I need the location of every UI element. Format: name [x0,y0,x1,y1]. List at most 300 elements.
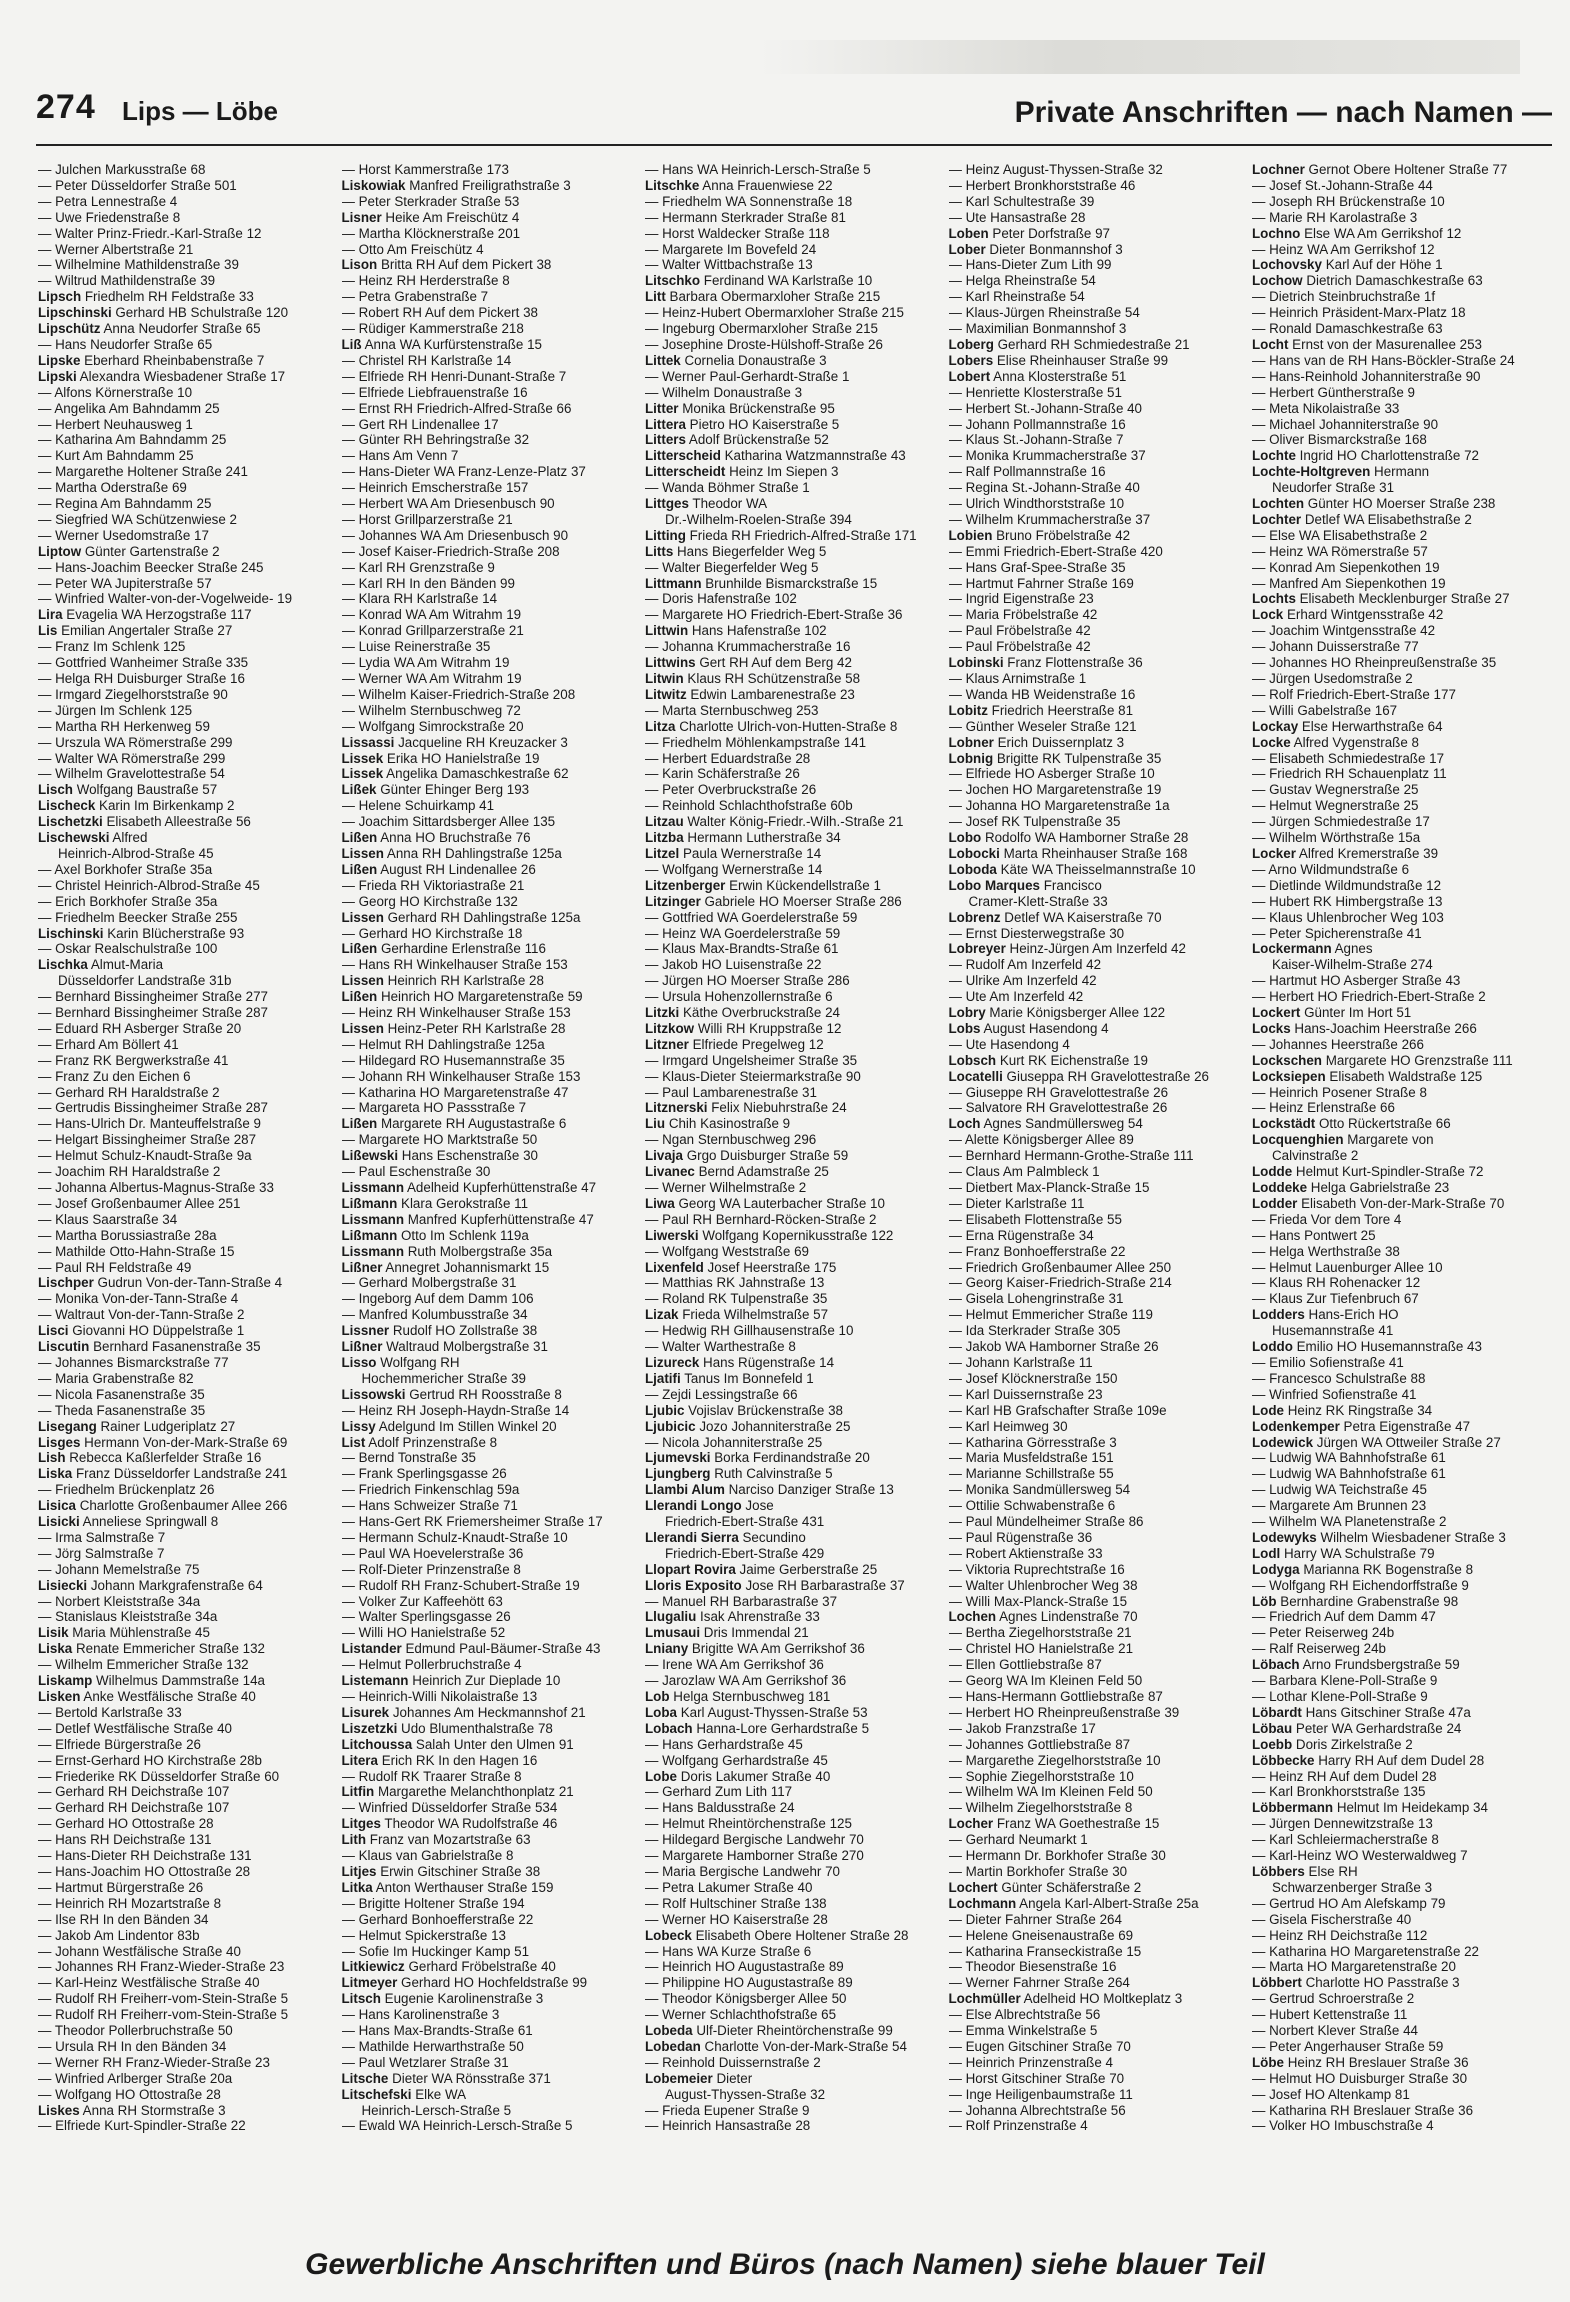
directory-entry [949,1991,1239,2007]
entry-text: Udo Blumenthalstraße 78 [397,1720,553,1736]
directory-entry [38,544,328,560]
entry-surname: Lissner [341,1323,390,1339]
directory-entry [949,1848,1239,1864]
entry-text: — Walter Sperlingsgasse 26 [341,1609,511,1625]
entry-text: — Heinz RH Joseph-Haydn-Straße 14 [341,1402,570,1418]
directory-entry [949,162,1239,178]
directory-entry [38,1100,328,1116]
directory-entry [949,1244,1239,1260]
entry-text: Kurt RK Eichenstraße 19 [996,1052,1148,1068]
directory-entry [645,1816,935,1832]
entry-text: Jacqueline RH Kreuzacker 3 [394,734,568,750]
entry-text: — Joachim RH Haraldstraße 2 [38,1164,221,1180]
directory-entry [342,1959,632,1975]
directory-entry [949,1403,1239,1419]
entry-text: — Klaus Saarstraße 34 [38,1211,178,1227]
directory-entry [38,926,328,942]
entry-text: Ruth Calvinstraße 5 [710,1466,833,1482]
entry-text: — Gertrudis Bissingheimer Straße 287 [38,1100,268,1116]
directory-entry [949,1132,1239,1148]
entry-text: — Heinz WA Goerdelerstraße 59 [645,925,841,941]
entry-surname: Lniany [645,1641,689,1657]
directory-entry [949,1784,1239,1800]
directory-entry [949,830,1239,846]
directory-entry [38,1132,328,1148]
directory-entry [645,1530,935,1546]
directory-entry [342,1514,632,1530]
directory-entry [1252,1148,1542,1164]
entry-text: — Margarete Im Bovefeld 24 [645,241,817,257]
directory-entry [949,432,1239,448]
directory-entry [645,1053,935,1069]
directory-entry [949,1291,1239,1307]
directory-entry [38,417,328,433]
entry-text: Marie Königsberger Allee 122 [985,1005,1166,1021]
directory-entry [38,1403,328,1419]
entry-text: — Ute Am Inzerfeld 42 [948,989,1084,1005]
entry-text: Anton Werthauser Straße 159 [372,1879,554,1895]
entry-text: — Claus Am Palmbleck 1 [948,1164,1100,1180]
directory-entry [342,1275,632,1291]
entry-surname: Lisurek [341,1704,390,1720]
entry-surname: Liptow [38,543,82,559]
entry-text: — Herbert HO Rheinpreußenstraße 39 [948,1704,1180,1720]
entry-text: Salah Unter den Ulmen 91 [412,1736,574,1752]
directory-entry [645,766,935,782]
entry-surname: Lira [38,607,63,623]
directory-entry [645,639,935,655]
entry-text: Günter Schäferstraße 2 [997,1879,1142,1895]
directory-entry [342,862,632,878]
entry-text: — Wilhelm Krummacherstraße 37 [948,511,1151,527]
directory-entry [342,735,632,751]
directory-entry [645,1355,935,1371]
entry-surname: Lobrenz [948,909,1001,925]
entry-surname: Litfin [341,1784,375,1800]
directory-entry [645,798,935,814]
directory-entry [342,576,632,592]
entry-surname: Löbbecke [1252,1752,1315,1768]
directory-entry [342,1085,632,1101]
directory-entry [949,1005,1239,1021]
directory-entry [645,1005,935,1021]
entry-text: — Gottfried Wanheimer Straße 335 [38,655,249,671]
directory-entry [342,1450,632,1466]
directory-entry [342,623,632,639]
directory-entry [645,1196,935,1212]
entry-surname: Lissmann [341,1243,405,1259]
directory-entry [38,591,328,607]
entry-surname: Löbbermann [1252,1800,1334,1816]
entry-surname: Litsch [341,1991,381,2007]
entry-text: — Margarethe Ziegelhorststraße 10 [948,1752,1161,1768]
entry-text: Käthe Overbruckstraße 24 [679,1005,840,1021]
entry-text: Adolf Brückenstraße 52 [685,432,829,448]
entry-text: Wolfgang Baustraße 57 [72,782,218,798]
directory-entry [342,162,632,178]
directory-entry [342,1705,632,1721]
entry-text: — Paul Eschenstraße 30 [341,1164,491,1180]
directory-entry [949,1769,1239,1785]
directory-entry [949,1498,1239,1514]
entry-text: — Irmgard Ungelsheimer Straße 35 [645,1052,858,1068]
directory-entry [38,623,328,639]
directory-entry [1252,1800,1542,1816]
directory-entry [38,226,328,242]
directory-entry [1252,544,1542,560]
directory-entry [645,337,935,353]
entry-surname: Lochten [1252,496,1305,512]
directory-entry [38,1053,328,1069]
entry-text: — Oskar Realschulstraße 100 [38,941,218,957]
directory-entry [645,2055,935,2071]
directory-entry [949,1578,1239,1594]
directory-entry [38,766,328,782]
entry-text: Jose RH Barbarastraße 37 [741,1577,905,1593]
entry-text: — Volker HO Imbuschstraße 4 [1252,2118,1434,2134]
directory-entry [949,1466,1239,1482]
entry-text: — Klaus van Gabrielstraße 8 [341,1848,514,1864]
entry-text: — Helmut Lauenburger Allee 10 [1252,1259,1443,1275]
directory-entry [1252,1546,1542,1562]
directory-entry [1252,1625,1542,1641]
entry-text: Charlotte Großenbaumer Allee 266 [75,1498,288,1514]
entry-surname: Lißmann [341,1227,398,1243]
entry-surname: Lißner [341,1259,383,1275]
entry-text: — Rolf Prinzenstraße 4 [948,2118,1088,2134]
entry-text: Gert RH Auf dem Berg 42 [695,655,852,671]
entry-text: — Roland RK Tulpenstraße 35 [645,1291,828,1307]
directory-entry [645,210,935,226]
entry-surname: Lissen [341,973,384,989]
directory-entry [1252,496,1542,512]
directory-entry [38,289,328,305]
directory-entry [645,1737,935,1753]
entry-text: — Monika Sandmüllersweg 54 [948,1482,1131,1498]
directory-entry [949,369,1239,385]
directory-entry [38,1578,328,1594]
entry-text: — Elfriede HO Asberger Straße 10 [948,766,1155,782]
entry-text: Friedrich Heerstraße 81 [987,702,1134,718]
entry-text: — Petra Lennestraße 4 [38,193,178,209]
directory-entry [342,2007,632,2023]
entry-surname: Lißen [341,941,378,957]
directory-entry [38,432,328,448]
directory-entry [645,655,935,671]
entry-text: — Otto Am Freischütz 4 [341,241,484,257]
directory-entry [645,1800,935,1816]
entry-text: — Arno Wildmundstraße 6 [1252,861,1410,877]
entry-text: — Johann Karlstraße 11 [948,1354,1093,1370]
entry-text: Alexandra Wiesbadener Straße 17 [76,368,286,384]
directory-entry [645,607,935,623]
entry-surname: Lobach [645,1720,693,1736]
directory-entry [645,385,935,401]
directory-entry [645,957,935,973]
directory-entry [342,1323,632,1339]
entry-surname: Llugaliu [645,1609,697,1625]
entry-text: — Hans-Dieter Zum Lith 99 [948,257,1112,273]
entry-text: Brigitte RK Tulpenstraße 35 [993,750,1162,766]
entry-text: — Frieda Vor dem Tore 4 [1252,1211,1402,1227]
entry-surname: Lischka [38,957,88,973]
directory-entry [645,751,935,767]
entry-text: — Walter Warthestraße 8 [645,1339,796,1355]
directory-entry [1252,1164,1542,1180]
directory-entry [38,496,328,512]
entry-text: — Hildegard RO Husemannstraße 35 [341,1052,565,1068]
directory-entry [645,242,935,258]
entry-surname: Lisiecki [38,1577,88,1593]
directory-entry [645,226,935,242]
entry-text: Eugenie Karolinenstraße 3 [380,1991,544,2007]
directory-entry [949,878,1239,894]
directory-entry [645,480,935,496]
entry-surname: Lissek [341,766,384,782]
entry-text: — Wolfgang HO Ottostraße 28 [38,2086,221,2102]
entry-text: Wilhelm Wiesbadener Straße 3 [1316,1529,1506,1545]
directory-entry [949,1037,1239,1053]
entry-surname: Lißewski [341,1148,399,1164]
entry-text: — Hedwig RH Gillhausenstraße 10 [645,1323,854,1339]
directory-entry [38,798,328,814]
entry-text: Dieter WA Rönsstraße 371 [388,2070,551,2086]
entry-text: — Peter Sterkrader Straße 53 [341,193,520,209]
entry-text: — Friedhelm WA Sonnenstraße 18 [645,193,853,209]
directory-entry [342,1005,632,1021]
entry-text: — Theodor Biesenstraße 16 [948,1959,1117,1975]
entry-surname: Liskamp [38,1673,93,1689]
directory-entry [949,1307,1239,1323]
entry-text: — Rudolf RH Freiherr-vom-Stein-Straße 5 [38,2007,289,2023]
directory-entry [38,1323,328,1339]
entry-surname: Litter [645,400,679,416]
directory-entry [949,1100,1239,1116]
directory-entry [342,1371,632,1387]
entry-text: Manfred Freiligrathstraße 3 [405,177,571,193]
entry-text: — Petra Lakumer Straße 40 [645,1879,813,1895]
entry-text: — Heinz-Hubert Obermarxloher Straße 215 [645,305,904,321]
entry-text: Paula Wernerstraße 14 [679,845,822,861]
directory-entry [1252,273,1542,289]
entry-text: — Frieda RH Viktoriastraße 21 [341,877,525,893]
directory-entry [949,1053,1239,1069]
directory-entry [949,1625,1239,1641]
entry-surname: Locker [1252,845,1296,861]
directory-entry [645,1880,935,1896]
directory-entry [38,273,328,289]
entry-text: — Gisela Lohengrinstraße 31 [948,1291,1124,1307]
entry-text: Otto Rückertstraße 66 [1315,1116,1451,1132]
entry-text: — Johanna Albrechtstraße 56 [948,2102,1126,2118]
entry-text: — Heinrich Prinzenstraße 4 [948,2054,1113,2070]
directory-entry [949,751,1239,767]
directory-entry [38,1959,328,1975]
directory-entry [645,1435,935,1451]
directory-entry [38,1450,328,1466]
entry-text: — Meta Nikolaistraße 33 [1252,400,1400,416]
entry-text: — Gertrud Schroerstraße 2 [1252,1991,1415,2007]
directory-entry [38,1944,328,1960]
entry-text: — Wilhelmine Mathildenstraße 39 [38,257,239,273]
entry-text: — Heinz RH Herderstraße 8 [341,273,510,289]
entry-text: Detlef WA Kaiserstraße 70 [1000,909,1162,925]
directory-entry [949,591,1239,607]
directory-entry [342,607,632,623]
entry-text: — Klaus Arnimstraße 1 [948,671,1087,686]
entry-text: Francisco [1040,877,1102,893]
entry-text: Narciso Danziger Straße 13 [724,1482,894,1498]
directory-entry [949,2071,1239,2087]
entry-surname: Lockay [1252,718,1299,734]
entry-text: — Helmut Schulz-Knaudt-Straße 9a [38,1148,252,1164]
entry-text: — Ludwig WA Bahnhofstraße 61 [1252,1466,1446,1482]
directory-entry [342,1944,632,1960]
directory-entry [342,464,632,480]
directory-entry [645,862,935,878]
entry-text: — Hubert Kettenstraße 11 [1252,2007,1408,2023]
entry-surname: Lobien [948,527,993,543]
entry-text: Peter Dorfstraße 97 [988,225,1110,241]
entry-text: — Hans-Gert RK Friemersheimer Straße 17 [341,1514,603,1530]
directory-entry [38,751,328,767]
directory-entry [342,1562,632,1578]
entry-surname: Lochner [1252,162,1305,177]
directory-entry [645,1116,935,1132]
directory-entry [1252,1228,1542,1244]
directory-entry [1252,560,1542,576]
directory-entry [949,910,1239,926]
directory-entry [1252,1657,1542,1673]
entry-text: — Ingeborg Auf dem Damm 106 [341,1291,534,1307]
directory-entry [949,178,1239,194]
entry-text: — Wolfgang Wernerstraße 14 [645,861,823,877]
entry-text: Waltraud Molbergstraße 31 [382,1339,548,1355]
directory-entry [38,989,328,1005]
directory-entry [949,257,1239,273]
entry-text: — Regina Am Bahndamm 25 [38,496,212,512]
entry-text: — Bernd Tonstraße 35 [341,1450,476,1466]
directory-entry [645,2023,935,2039]
entry-surname: Lish [38,1450,66,1466]
directory-entry [38,576,328,592]
entry-surname: Llambi Alum [645,1482,725,1498]
directory-entry [949,1562,1239,1578]
entry-surname: Löbau [1252,1720,1293,1736]
entry-text: — Konrad Grillparzerstraße 21 [341,623,524,639]
entry-text: Jaime Gerberstraße 25 [735,1561,878,1577]
directory-entry [949,687,1239,703]
entry-text: — Gerhard RH Deichstraße 107 [38,1800,230,1816]
entry-text: — Winfried Arlberger Straße 20a [38,2070,233,2086]
directory-entry [949,1450,1239,1466]
entry-surname: Lobocki [948,845,1000,861]
directory-entry [645,910,935,926]
entry-surname: Lobedan [645,2038,701,2054]
entry-text: — Christel RH Karlstraße 14 [341,352,512,368]
entry-text: — Werner Schlachthofstraße 65 [645,2007,837,2023]
entry-text: Charlotte Ulrich-von-Hutten-Straße 8 [675,718,898,734]
entry-text: — Ellen Gottliebstraße 87 [948,1657,1102,1673]
directory-entry [1252,1005,1542,1021]
directory-entry [949,401,1239,417]
entry-text: Harry RH Auf dem Dudel 28 [1314,1752,1485,1768]
entry-text: Anna Neudorfer Straße 65 [100,321,261,337]
entry-text: — Hermann Dr. Borkhofer Straße 30 [948,1848,1166,1864]
directory-entry [38,862,328,878]
directory-entry [342,1260,632,1276]
directory-entry [1252,417,1542,433]
entry-surname: Lissek [341,750,384,766]
entry-text: — Dietbert Max-Planck-Straße 15 [948,1180,1150,1195]
entry-text: — Heinrich Hansastraße 28 [645,2118,811,2134]
entry-text: — Gerhard Zum Lith 117 [645,1784,793,1800]
entry-text: — Helga Werthstraße 38 [1252,1243,1400,1259]
directory-entry [645,194,935,210]
directory-entry [1252,1498,1542,1514]
entry-text: Helmut Kurt-Spindler-Straße 72 [1292,1164,1484,1180]
directory-entry [1252,1737,1542,1753]
entry-text: — Josef Kaiser-Friedrich-Straße 208 [341,543,560,559]
entry-text: Dietrich Damaschkestraße 63 [1302,273,1483,289]
directory-entry [342,1116,632,1132]
entry-surname: Locatelli [948,1068,1003,1084]
directory-entry [1252,798,1542,814]
entry-text: — Friedrich Auf dem Damm 47 [1252,1609,1436,1625]
directory-entry [342,2055,632,2071]
entry-text: Felix Niebuhrstraße 24 [707,1100,847,1116]
directory-entry [949,1896,1239,1912]
entry-text: Gerhard RH Schmiedestraße 21 [993,336,1190,352]
directory-entry [38,1514,328,1530]
entry-text: — Wilhelm Ziegelhorststraße 8 [948,1800,1133,1816]
directory-entry [1252,1944,1542,1960]
entry-surname: Lochow [1252,273,1303,289]
entry-text: Klara Gerokstraße 11 [397,1195,529,1211]
entry-text: — Werner Usedomstraße 17 [38,527,209,543]
entry-surname: Ljubicic [645,1418,696,1434]
directory-entry [949,448,1239,464]
directory-entry [949,337,1239,353]
directory-entry [949,1928,1239,1944]
directory-entry [342,1784,632,1800]
entry-text: — Peter WA Jupiterstraße 57 [38,575,212,591]
directory-entry [949,544,1239,560]
directory-entry [342,1800,632,1816]
directory-entry [342,1100,632,1116]
entry-text: — Karl RH In den Bänden 99 [341,575,515,591]
entry-text: — Werner RH Franz-Wieder-Straße 23 [38,2054,270,2070]
entry-surname: Loddeke [1252,1180,1308,1195]
entry-text: — Rudolf RH Franz-Schubert-Straße 19 [341,1577,580,1593]
entry-text: — Heinz RH Auf dem Dudel 28 [1252,1768,1437,1784]
entry-surname: Lochter [1252,511,1302,527]
column-3 [645,162,935,2222]
entry-text: Helga Gabrielstraße 23 [1307,1180,1450,1195]
entry-text: — Irma Salmstraße 7 [38,1529,166,1545]
entry-text: — Nicola Fasanenstraße 35 [38,1386,205,1402]
entry-text: — Paul Rügenstraße 36 [948,1529,1093,1545]
directory-entry [38,671,328,687]
entry-text: Margarete von [1343,1132,1434,1148]
entry-text: — Bernhard Hermann-Grothe-Straße 111 [948,1148,1194,1164]
directory-entry [342,894,632,910]
entry-text: — Walter Biegerfelder Weg 5 [645,559,819,575]
entry-surname: Ljatifi [645,1370,681,1386]
entry-text: — Heinrich Emscherstraße 157 [341,480,529,496]
directory-entry [342,512,632,528]
directory-entry [342,1355,632,1371]
